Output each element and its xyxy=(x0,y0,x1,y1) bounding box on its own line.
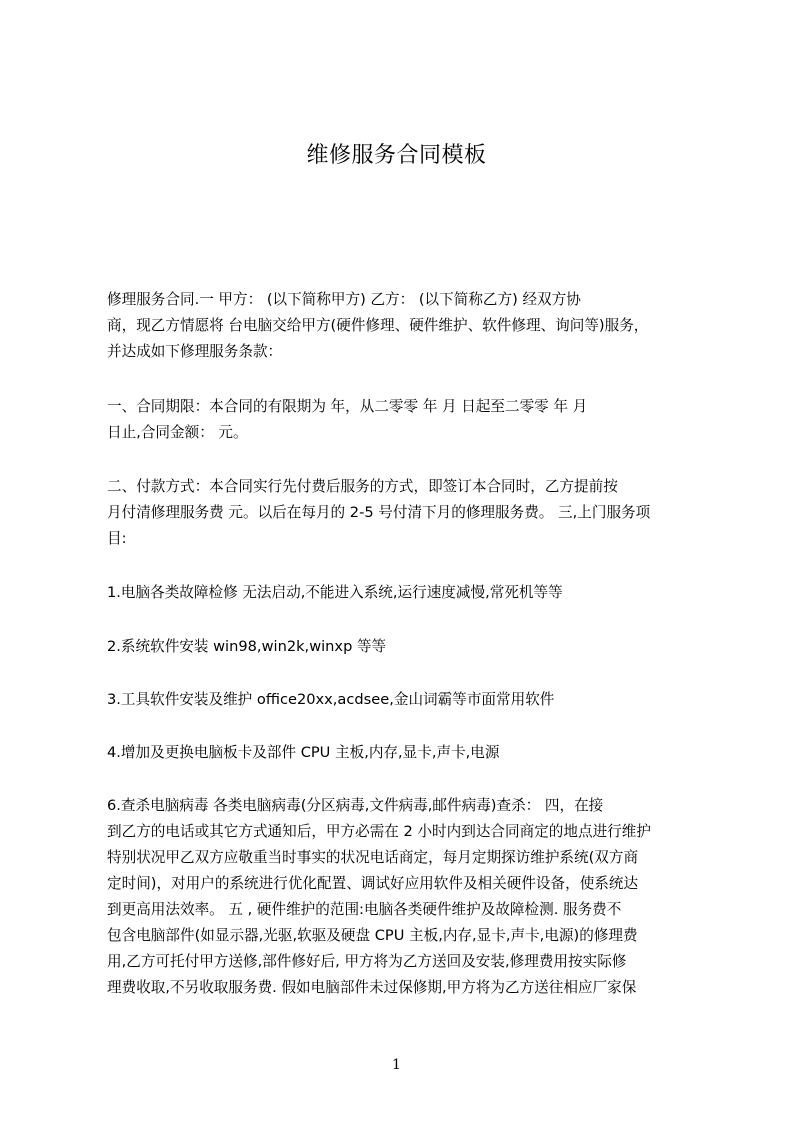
page-number: 1 xyxy=(392,1057,401,1073)
paragraph-line: 修理服务合同.一 甲方： (以下简称甲方) 乙方： (以下简称乙方) 经双方协 xyxy=(107,291,581,308)
paragraph-line: 4.增加及更换电脑板卡及部件 CPU 主板,内存,显卡,声卡,电源 xyxy=(107,744,500,761)
paragraph-line: 到更高用法效率。 五 , 硬件维护的范围:电脑各类硬件维护及故障检测. 服务费不 xyxy=(107,901,622,918)
paragraph-line: 二、付款方式：本合同实行先付费后服务的方式，即签订本合同时，乙方提前按 xyxy=(107,478,618,495)
paragraph-intro xyxy=(107,287,699,365)
paragraph-line: 1.电脑各类故障检修 无法启动,不能进入系统,运行速度减慢,常死机等等 xyxy=(107,584,563,601)
paragraph-contract-term xyxy=(107,394,699,446)
paragraph-line: 6.查杀电脑病毒 各类电脑病毒(分区病毒,文件病毒,邮件病毒)查杀： 四，在接 xyxy=(107,797,604,814)
paragraph-line: 2.系统软件安装 win98,win2k,winxp 等等 xyxy=(107,638,387,655)
paragraph-line: 并达成如下修理服务条款： xyxy=(107,343,283,360)
paragraph-line: 3.工具软件安装及维护 office20xx,acdsee,金山词霸等市面常用软件 xyxy=(107,691,555,708)
paragraph-line: 月付清修理服务费 元。以后在每月的 2-5 号付清下月的修理服务费。 三,上门服务项 xyxy=(107,504,651,521)
service-item-3 xyxy=(107,687,699,713)
paragraph-line: 理费收取,不另收取服务费. 假如电脑部件未过保修期,甲方将为乙方送往相应厂家保 xyxy=(107,979,637,996)
paragraph-line: 到乙方的电话或其它方式通知后，甲方必需在 2 小时内到达合同商定的地点进行维护 xyxy=(107,823,651,840)
paragraph-line: 一、合同期限：本合同的有限期为 年，从二零零 年 月 日起至二零零 年 月 xyxy=(107,398,588,415)
paragraph-line: 商，现乙方情愿将 台电脑交给甲方(硬件修理、硬件维护、软件修理、询问等)服务， xyxy=(107,317,649,334)
service-item-4 xyxy=(107,740,699,766)
document-title: 维修服务合同模板 xyxy=(306,143,487,168)
paragraph-line: 用,乙方可托付甲方送修,部件修好后, 甲方将为乙方送回及安装,修理费用按实际修 xyxy=(107,953,627,970)
service-item-1 xyxy=(107,580,699,606)
paragraph-line: 包含电脑部件(如显示器,光驱,软驱及硬盘 CPU 主板,内存,显卡,声卡,电源)的修理费 xyxy=(107,927,638,944)
service-item-6-and-terms xyxy=(107,793,699,1001)
paragraph-line: 定时间)，对用户的系统进行优化配置、调试好应用软件及相关硬件设备，使系统达 xyxy=(107,875,639,892)
paragraph-line: 特别状况甲乙双方应敬重当时事实的状况电话商定，每月定期探访维护系统(双方商 xyxy=(107,849,639,866)
paragraph-payment xyxy=(107,474,699,552)
service-item-2 xyxy=(107,634,699,660)
paragraph-line: 目: xyxy=(107,530,127,547)
paragraph-line: 日止,合同金额： 元。 xyxy=(107,424,248,441)
